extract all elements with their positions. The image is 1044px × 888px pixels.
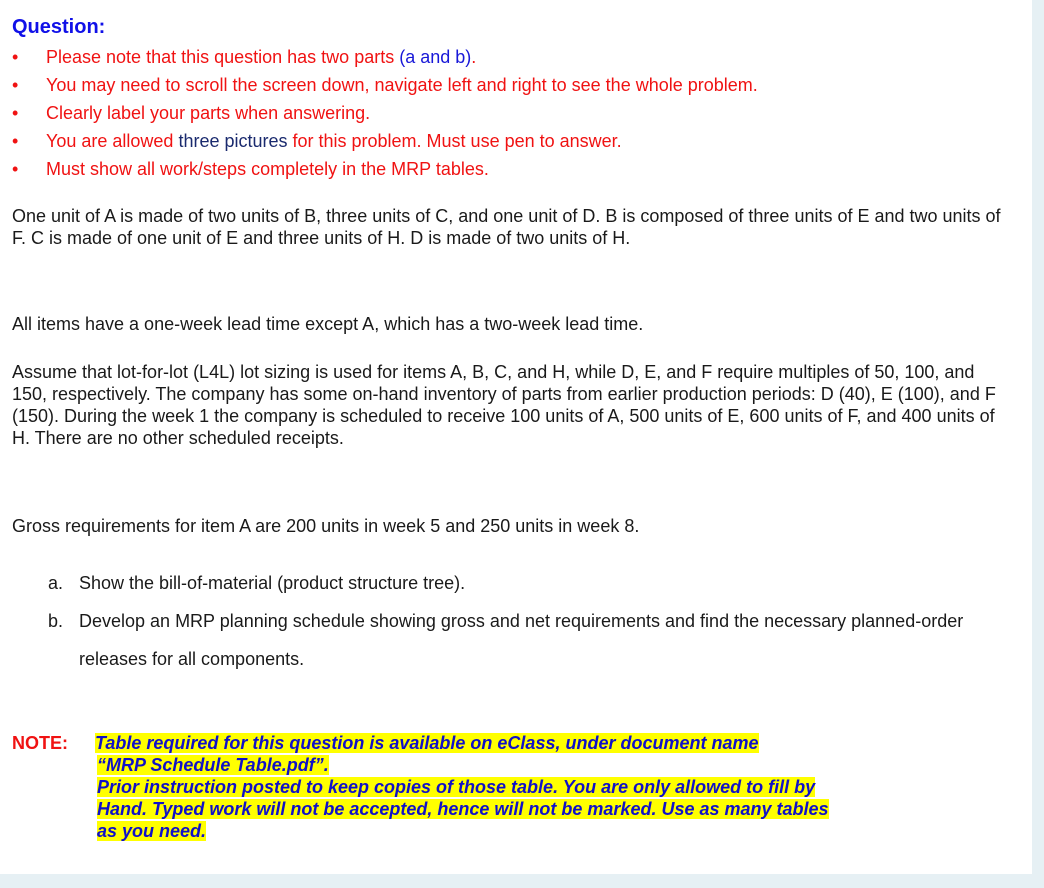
note-line: “MRP Schedule Table.pdf”. <box>97 755 329 775</box>
bullet-icon: • <box>12 75 19 95</box>
instruction-text: Please note that this question has two parts <box>46 47 400 67</box>
part-marker: a. <box>48 573 64 593</box>
question-part <box>48 564 979 602</box>
problem-paragraph-bom: One unit of A is made of two units of B, three units of C, and one unit of D. B is composed of three units of E and two units of F. C is made of one unit of E and three units of H. D is made of two units of H. <box>12 206 1001 248</box>
instruction-text: Clearly label your parts when answering. <box>46 103 371 123</box>
problem-paragraph-lot-sizing: Assume that lot-for-lot (L4L) lot sizing is used for items A, B, C, and H, while D, E, and F require multiples of 50, 100, and 150, respectively. The company has some on-hand inventory of parts from earlier production periods: D (40), E (100), and F (150). During the week 1 the company is scheduled to receive 100 units of A, 500 units of E, 600 units of F, and 400 units of H. There are no other scheduled receipts. <box>12 362 996 448</box>
note-text <box>95 732 1025 842</box>
bullet-icon: • <box>12 103 19 123</box>
question-heading: Question: <box>12 16 106 38</box>
problem-paragraph-gross-requirements: Gross requirements for item A are 200 units in week 5 and 250 units in week 8. <box>12 516 640 536</box>
question-part <box>48 602 979 678</box>
part-marker: b. <box>48 611 64 631</box>
note-label: NOTE: <box>12 733 68 753</box>
instruction-text: Must show all work/steps completely in the MRP tables. <box>46 159 489 179</box>
part-text: Show the bill-of-material (product structure tree). <box>79 573 466 593</box>
bullet-icon: • <box>12 47 19 67</box>
instruction-text: You are allowed <box>46 131 179 151</box>
problem-paragraph-lead-time: All items have a one-week lead time except A, which has a two-week lead time. <box>12 314 644 334</box>
part-text: Develop an MRP planning schedule showing gross and net requirements and find the necessary planned-order releases for all components. <box>79 611 964 669</box>
instruction-text: You may need to scroll the screen down, navigate left and right to see the whole problem. <box>46 75 758 95</box>
instruction-emphasis: three pictures <box>178 131 288 151</box>
instruction-text: for this problem. Must use pen to answer. <box>287 131 622 151</box>
note-line: Hand. Typed work will not be accepted, hence will not be marked. Use as many tables <box>97 799 829 819</box>
instruction-emphasis: (a and b) <box>399 47 472 67</box>
question-parts-list <box>48 564 979 678</box>
instruction-item <box>12 71 758 99</box>
instruction-item <box>12 127 758 155</box>
instruction-text: . <box>471 47 477 67</box>
note-line: Prior instruction posted to keep copies of those table. You are only allowed to fill by <box>97 777 816 797</box>
instruction-item <box>12 99 758 127</box>
note-line: as you need. <box>97 821 207 841</box>
bullet-icon: • <box>12 159 19 179</box>
bullet-icon: • <box>12 131 19 151</box>
instruction-item <box>12 155 758 183</box>
instruction-item <box>12 43 758 71</box>
note-line: Table required for this question is available on eClass, under document name <box>95 733 759 753</box>
instruction-list <box>12 43 758 183</box>
